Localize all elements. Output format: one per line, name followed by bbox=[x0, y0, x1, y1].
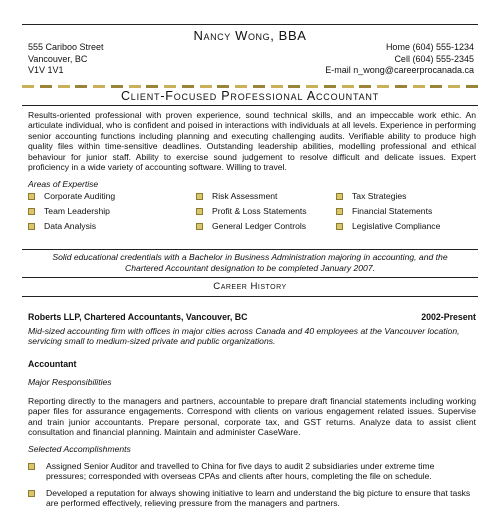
square-bullet-icon bbox=[196, 193, 203, 200]
dash-segment bbox=[377, 85, 389, 88]
square-bullet-icon bbox=[28, 490, 35, 497]
square-bullet-icon bbox=[28, 223, 35, 230]
dash-segment bbox=[430, 85, 442, 88]
square-bullet-icon bbox=[196, 208, 203, 215]
square-bullet-icon bbox=[336, 193, 343, 200]
employer-line bbox=[28, 312, 476, 322]
email-address: E-mail n_wong@careerprocanada.ca bbox=[325, 65, 474, 75]
expertise-item: General Ledger Controls bbox=[196, 221, 336, 231]
expertise-item: Tax Strategies bbox=[336, 191, 476, 201]
accomplishment-item: Developed a reputation for always showing initiative to learn and understand the big picture to ensure that tasks are performed effectively, relieving pressure from the managers and partners. bbox=[28, 488, 476, 509]
dash-segment bbox=[146, 85, 158, 88]
candidate-name: Nancy Wong, BBA bbox=[193, 28, 307, 43]
expertise-item: Corporate Auditing bbox=[28, 191, 196, 201]
dash-segment bbox=[22, 85, 34, 88]
dash-segment bbox=[324, 85, 336, 88]
square-bullet-icon bbox=[28, 208, 35, 215]
dash-segment bbox=[182, 85, 194, 88]
contact-block bbox=[325, 42, 474, 77]
accomplishments-heading: Selected Accomplishments bbox=[28, 444, 131, 454]
accomplishments-list bbox=[28, 461, 476, 515]
dash-segment bbox=[306, 85, 318, 88]
dash-segment bbox=[129, 85, 141, 88]
responsibilities-heading: Major Responsibilities bbox=[28, 377, 112, 387]
expertise-item: Data Analysis bbox=[28, 221, 196, 231]
dash-segment bbox=[359, 85, 371, 88]
employer-name: Roberts LLP, Chartered Accountants, Vancouver, BC bbox=[28, 312, 248, 322]
dash-segment bbox=[395, 85, 407, 88]
address-block bbox=[28, 42, 104, 77]
dash-segment bbox=[448, 85, 460, 88]
square-bullet-icon bbox=[28, 463, 35, 470]
dash-segment bbox=[111, 85, 123, 88]
accomplishment-item: Assigned Senior Auditor and travelled to China for five days to audit 2 subsidiaries under extreme time pressures; corresponded with overseas CPAs and clients after hours, completing the file on schedule. bbox=[28, 461, 476, 482]
square-bullet-icon bbox=[336, 223, 343, 230]
expertise-item: Profit & Loss Statements bbox=[196, 206, 336, 216]
dash-segment bbox=[271, 85, 283, 88]
square-bullet-icon bbox=[28, 193, 35, 200]
dash-segment bbox=[217, 85, 229, 88]
address-line: V1V 1V1 bbox=[28, 65, 64, 75]
dash-segment bbox=[413, 85, 425, 88]
expertise-item: Financial Statements bbox=[336, 206, 476, 216]
dash-segment bbox=[93, 85, 105, 88]
education-statement: Solid educational credentials with a Bachelor in Business Administration majoring in accounting, and the Chartered Accountant designation to be completed January 2007. bbox=[52, 252, 448, 273]
dash-segment bbox=[200, 85, 212, 88]
education-top-rule bbox=[22, 249, 478, 250]
dash-segment bbox=[235, 85, 247, 88]
job-title: Accountant bbox=[28, 359, 77, 369]
dash-segment bbox=[40, 85, 52, 88]
dash-segment bbox=[466, 85, 478, 88]
top-rule bbox=[22, 24, 478, 25]
professional-headline: Client-Focused Professional Accountant bbox=[120, 89, 379, 103]
expertise-title: Areas of Expertise bbox=[28, 179, 99, 189]
home-phone: Home (604) 555-1234 bbox=[385, 42, 474, 52]
address-line: 555 Cariboo Street bbox=[28, 42, 104, 52]
address-line: Vancouver, BC bbox=[28, 53, 88, 64]
summary-paragraph: Results-oriented professional with proven experience, sound technical skills, and an impeccable work ethic. An articulate individual, who is confident and poised in interactions with individuals at all levels. Experience in performing senior accounting functions including planning and executing challenging audits. Verifiable ability to produce high quality files within time-sensitive deadlines. Outstanding leadership abilities, modelling professional and ethical behaviour for junior staff. Ability to exercise sound judgement to resolve difficult and delicate issues. Expert proficiency in a wide variety of accounting software. Willing to travel. bbox=[28, 110, 476, 173]
career-history-heading: Career History bbox=[213, 281, 287, 292]
headline-rule bbox=[22, 105, 478, 106]
expertise-item: Team Leadership bbox=[28, 206, 196, 216]
square-bullet-icon bbox=[336, 208, 343, 215]
expertise-grid bbox=[28, 191, 476, 231]
dash-segment bbox=[253, 85, 265, 88]
dash-segment bbox=[164, 85, 176, 88]
expertise-item: Legislative Compliance bbox=[336, 221, 476, 231]
responsibilities-paragraph: Reporting directly to the managers and partners, accountable to prepare draft financial statements including working paper files for assurance engagements. Correspond with clients on various engagement related issues. Supervise and train junior accountants. Prepare personal, corporate tax, and GST returns. Analyze data to assist client consultation and financial planning. Maintain and administer CaseWare. bbox=[28, 396, 476, 438]
dash-segment bbox=[75, 85, 87, 88]
expertise-item: Risk Assessment bbox=[196, 191, 336, 201]
education-bottom-rule bbox=[22, 277, 478, 278]
square-bullet-icon bbox=[196, 223, 203, 230]
dash-segment bbox=[58, 85, 70, 88]
cell-phone: Cell (604) 555-2345 bbox=[394, 53, 474, 64]
employer-description: Mid-sized accounting firm with offices in major cities across Canada and 40 employees at the Vancouver location, servicing small to medium-sized private and public organizations. bbox=[28, 326, 460, 347]
employment-dates: 2002-Present bbox=[421, 312, 476, 322]
dash-segment bbox=[288, 85, 300, 88]
dash-segment bbox=[342, 85, 354, 88]
career-rule bbox=[22, 296, 478, 297]
